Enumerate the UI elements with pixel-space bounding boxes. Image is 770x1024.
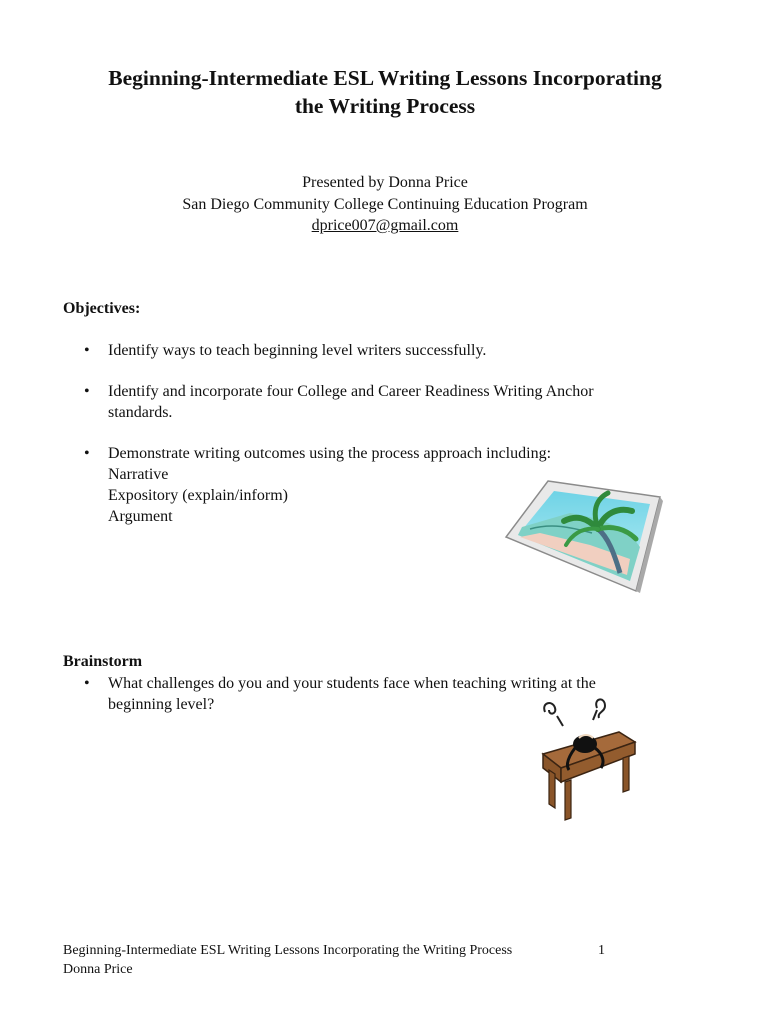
outcome-expository: Expository (explain/inform) [108,487,288,504]
objective-text: Identify and incorporate four College and Career Readiness Writing Anchor standards. [108,383,594,421]
presenter-organization: San Diego Community College Continuing Education Program [182,195,588,213]
outcome-argument: Argument [108,508,173,525]
footer-author: Donna Price [63,962,133,977]
title-line-2: the Writing Process [294,94,476,118]
list-item [63,340,663,361]
frustrated-student-image [535,698,650,823]
presenter-name: Presented by Donna Price [302,174,468,191]
beach-photo-image [500,475,665,593]
brainstorm-question: What challenges do you and your students face when teaching writing at the beginning level? [108,675,596,713]
presenter-block [40,172,730,237]
brainstorm-heading: Brainstorm [63,653,143,670]
title-line-1: Beginning-Intermediate ESL Writing Lessons Incorporating [108,66,662,90]
footer-title: Beginning-Intermediate ESL Writing Lessons Incorporating the Writing Process [63,943,513,958]
outcome-narrative: Narrative [108,466,169,483]
objective-text: Demonstrate writing outcomes using the process approach including: [108,445,552,462]
page-number: 1 [598,943,605,958]
list-item [63,381,653,423]
page-footer [63,941,512,979]
objective-text: Identify ways to teach beginning level writers successfully. [108,342,487,359]
presenter-email-link[interactable]: dprice007@gmail.com [311,217,459,234]
objectives-heading: Objectives: [63,300,141,317]
document-title [40,64,730,120]
